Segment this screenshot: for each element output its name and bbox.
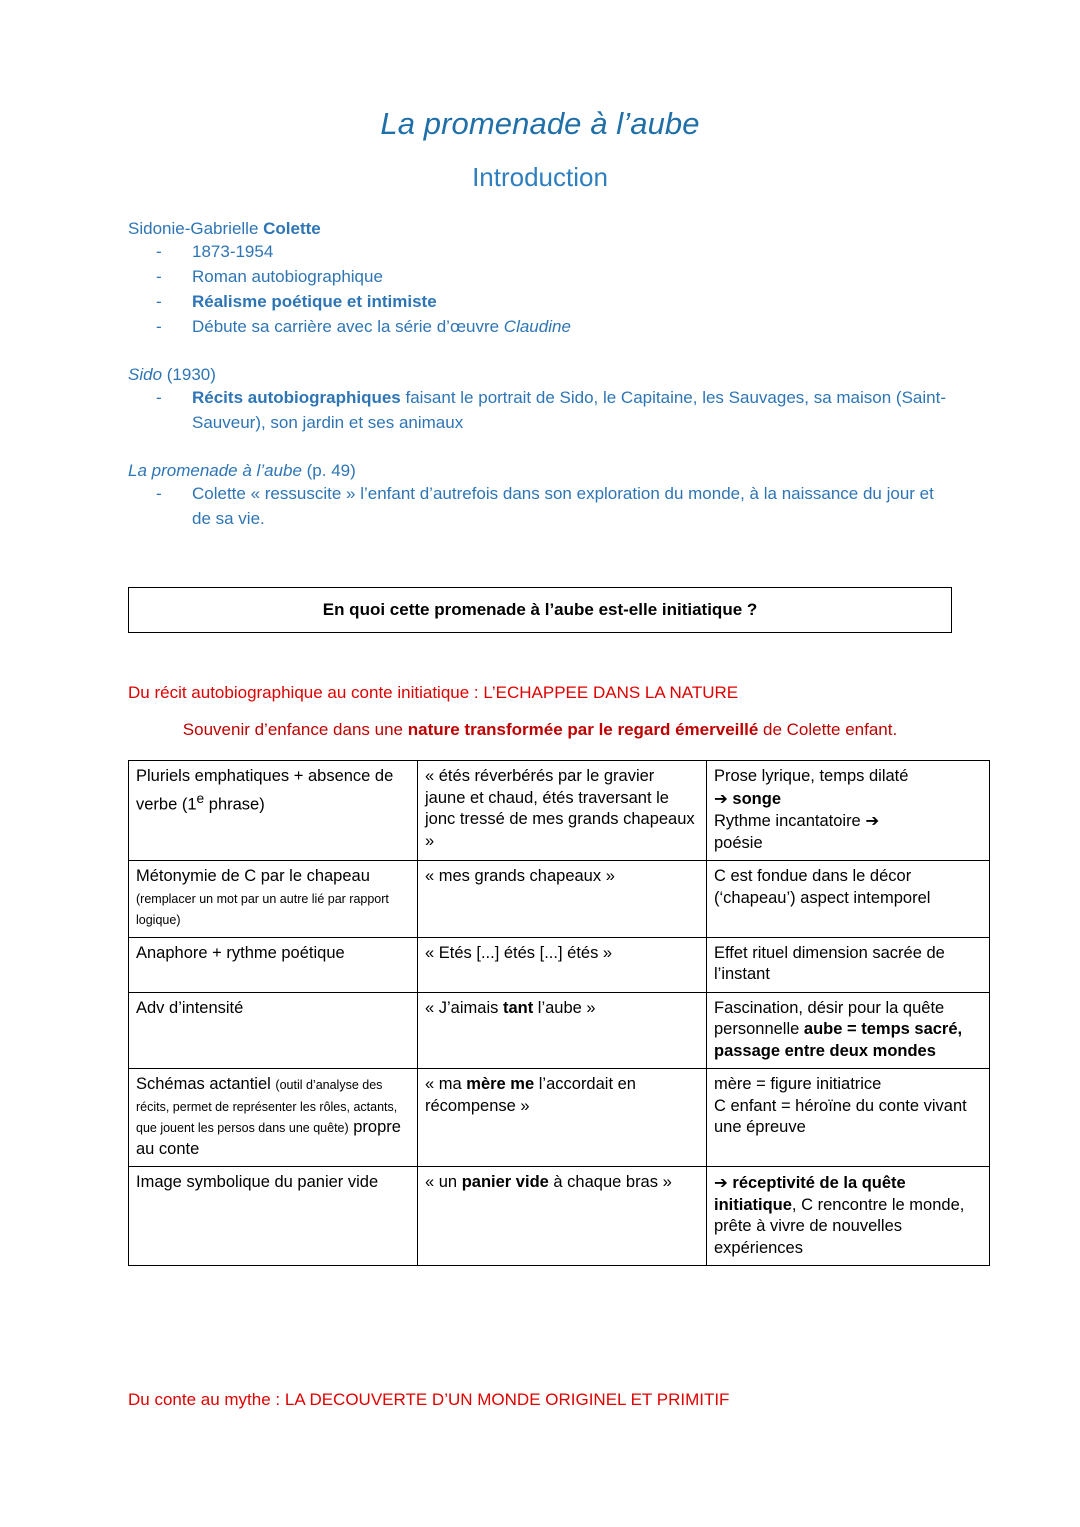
row3-c2-pre: « J’aimais [425,998,503,1017]
table-cell-interpretation [707,937,990,992]
row0-c1-main: Pluriels emphatiques + absence de verbe (1 [136,767,394,813]
analysis-table [128,760,990,1266]
table-cell-procede [129,992,418,1069]
row5-c1-main: Image symbolique du panier vide [136,1173,379,1191]
sido-item-bold: Récits autobiographiques [192,388,401,407]
promenade-heading [128,461,952,481]
list-item [128,314,952,339]
table-cell-citation [418,992,707,1069]
table-cell-procede [129,761,418,861]
table-cell-citation [418,1069,707,1167]
table-cell-interpretation [707,1069,990,1167]
table-row [129,761,990,861]
page-title: La promenade à l’aube [380,106,700,141]
intro-bullet-list [128,239,952,339]
row4-c1-tail: propre au conte [136,1118,401,1158]
row3-c2-bold: tant [502,998,534,1017]
table-cell-interpretation [707,992,990,1069]
table-row [129,937,990,992]
row0-c2: « étés réverbérés par le gravier jaune et chaud, étés traversant le jonc tressé de mes grands chapeaux » [425,767,695,850]
row4-c2-bold: mère me [466,1075,535,1093]
table-row [129,992,990,1069]
sido-heading-year: (1930) [162,365,216,384]
row1-c1-small: (remplacer un mot par un autre lié par rapport logique) [136,891,389,927]
section2-heading: Du conte au mythe : LA DECOUVERTE D’UN MONDE ORIGINEL ET PRIMITIF [128,1390,730,1409]
intro-item-1: Roman autobiographique [192,267,383,286]
row1-c1-main: Métonymie de C par le chapeau [136,867,370,885]
row0-c1-tail: phrase) [204,795,265,813]
section1-sub-pre: Souvenir d’enfance dans une [182,720,408,739]
row4-c1-main: Schémas actantiel [136,1075,276,1093]
intro-item-3-italic: Claudine [503,317,571,336]
sido-item-rest: faisant le portrait de Sido, le Capitaine, les Sauvages, sa maison (Saint-Sauveur), son jardin et ses animaux [192,388,946,432]
table-cell-procede [129,1069,418,1167]
table-cell-interpretation [707,861,990,938]
row0-c3-l2: songe [727,789,782,808]
row5-c3-post: , C rencontre le monde, prête à vivre de nouvelles expériences [714,1195,965,1257]
sido-bullet-list [128,385,952,435]
arrow-icon: ➔ [714,788,728,808]
intro-item-2: Réalisme poétique et intimiste [192,292,437,311]
author-name-bold: Colette [263,219,321,238]
section1-heading: Du récit autobiographique au conte initiatique : L’ECHAPPEE DANS LA NATURE [128,683,739,702]
promenade-bullet-list [128,481,952,531]
row0-c3-l1: Prose lyrique, temps dilaté [714,767,909,785]
row5-c3-bold: réceptivité de la quête initiatique [714,1174,906,1214]
row2-c2: « Etés [...] étés [...] étés » [425,943,613,962]
page-subtitle: Introduction [472,162,608,192]
table-row [129,1167,990,1266]
section1-subheading [0,717,1080,742]
row4-c3-l1: mère = figure initiatrice [714,1075,882,1093]
table-cell-procede [129,1167,418,1266]
table-cell-procede [129,861,418,938]
table-cell-citation [418,937,707,992]
row2-c3: Effet rituel dimension sacrée de l’instant [714,943,945,983]
intro-section [0,219,1080,531]
author-line [128,219,952,239]
row3-c3-pre: Fascination, désir pour la quête personnelle [714,998,945,1038]
table-row [129,861,990,938]
table-cell-citation [418,1167,707,1266]
question-box [128,587,952,633]
row4-c2-post: l’accordait en récompense » [425,1075,636,1115]
list-item [128,264,952,289]
row1-c2: « mes grands chapeaux » [425,867,615,885]
list-item [128,239,952,264]
row0-c3-l3: Rythme incantatoire [714,812,866,830]
row3-c3-bold: aube = temps sacré, passage entre deux mondes [714,1020,963,1060]
list-item [128,385,952,435]
promenade-item-0: Colette « ressuscite » l’enfant d’autrefois dans son exploration du monde, à la naissance du jour et de sa vie. [192,484,934,528]
row2-c1-main: Anaphore + rythme poétique [136,943,345,962]
row5-c2-post: à chaque bras » [548,1173,672,1191]
row1-c3: C est fondue dans le décor (‘chapeau’) aspect intemporel [714,867,931,907]
row3-c1-main: Adv d’intensité [136,998,244,1017]
row4-c2-pre: « ma [425,1075,467,1093]
intro-item-0: 1873-1954 [192,242,274,261]
row4-c3-l2: C enfant = héroïne du conte vivant une épreuve [714,1096,967,1136]
row5-c2-pre: « un [425,1173,462,1191]
table-cell-interpretation [707,761,990,861]
table-cell-procede [129,937,418,992]
table-cell-citation [418,861,707,938]
section1-sub-bold: nature transformée par le regard émerveillé [407,720,759,739]
row3-c2-post: l’aube » [533,998,596,1017]
arrow-icon: ➔ [865,811,880,830]
table-cell-citation [418,761,707,861]
row0-c3-l4: poésie [714,833,763,852]
promenade-heading-page: (p. 49) [301,461,356,480]
row5-c2-bold: panier vide [461,1173,549,1191]
author-name-pre: Sidonie-Gabrielle [128,219,264,238]
row4-c1-small: (outil d’analyse des récits, permet de représenter les rôles, actants, que jouent les persos dans une quête) [136,1078,398,1135]
promenade-heading-title: La promenade à l’aube [128,461,302,480]
table-row [129,1069,990,1167]
sido-heading-title: Sido [128,365,163,384]
sido-heading [128,365,952,385]
table-cell-interpretation [707,1167,990,1266]
arrow-icon: ➔ [714,1173,728,1192]
question-text: En quoi cette promenade à l’aube est-elle initiatique ? [322,600,758,619]
row0-c1-sup: e [196,790,205,806]
list-item [128,481,952,531]
section1-sub-post: de Colette enfant. [758,720,898,739]
intro-item-3: Débute sa carrière avec la série d’œuvre [192,317,504,336]
list-item [128,289,952,314]
